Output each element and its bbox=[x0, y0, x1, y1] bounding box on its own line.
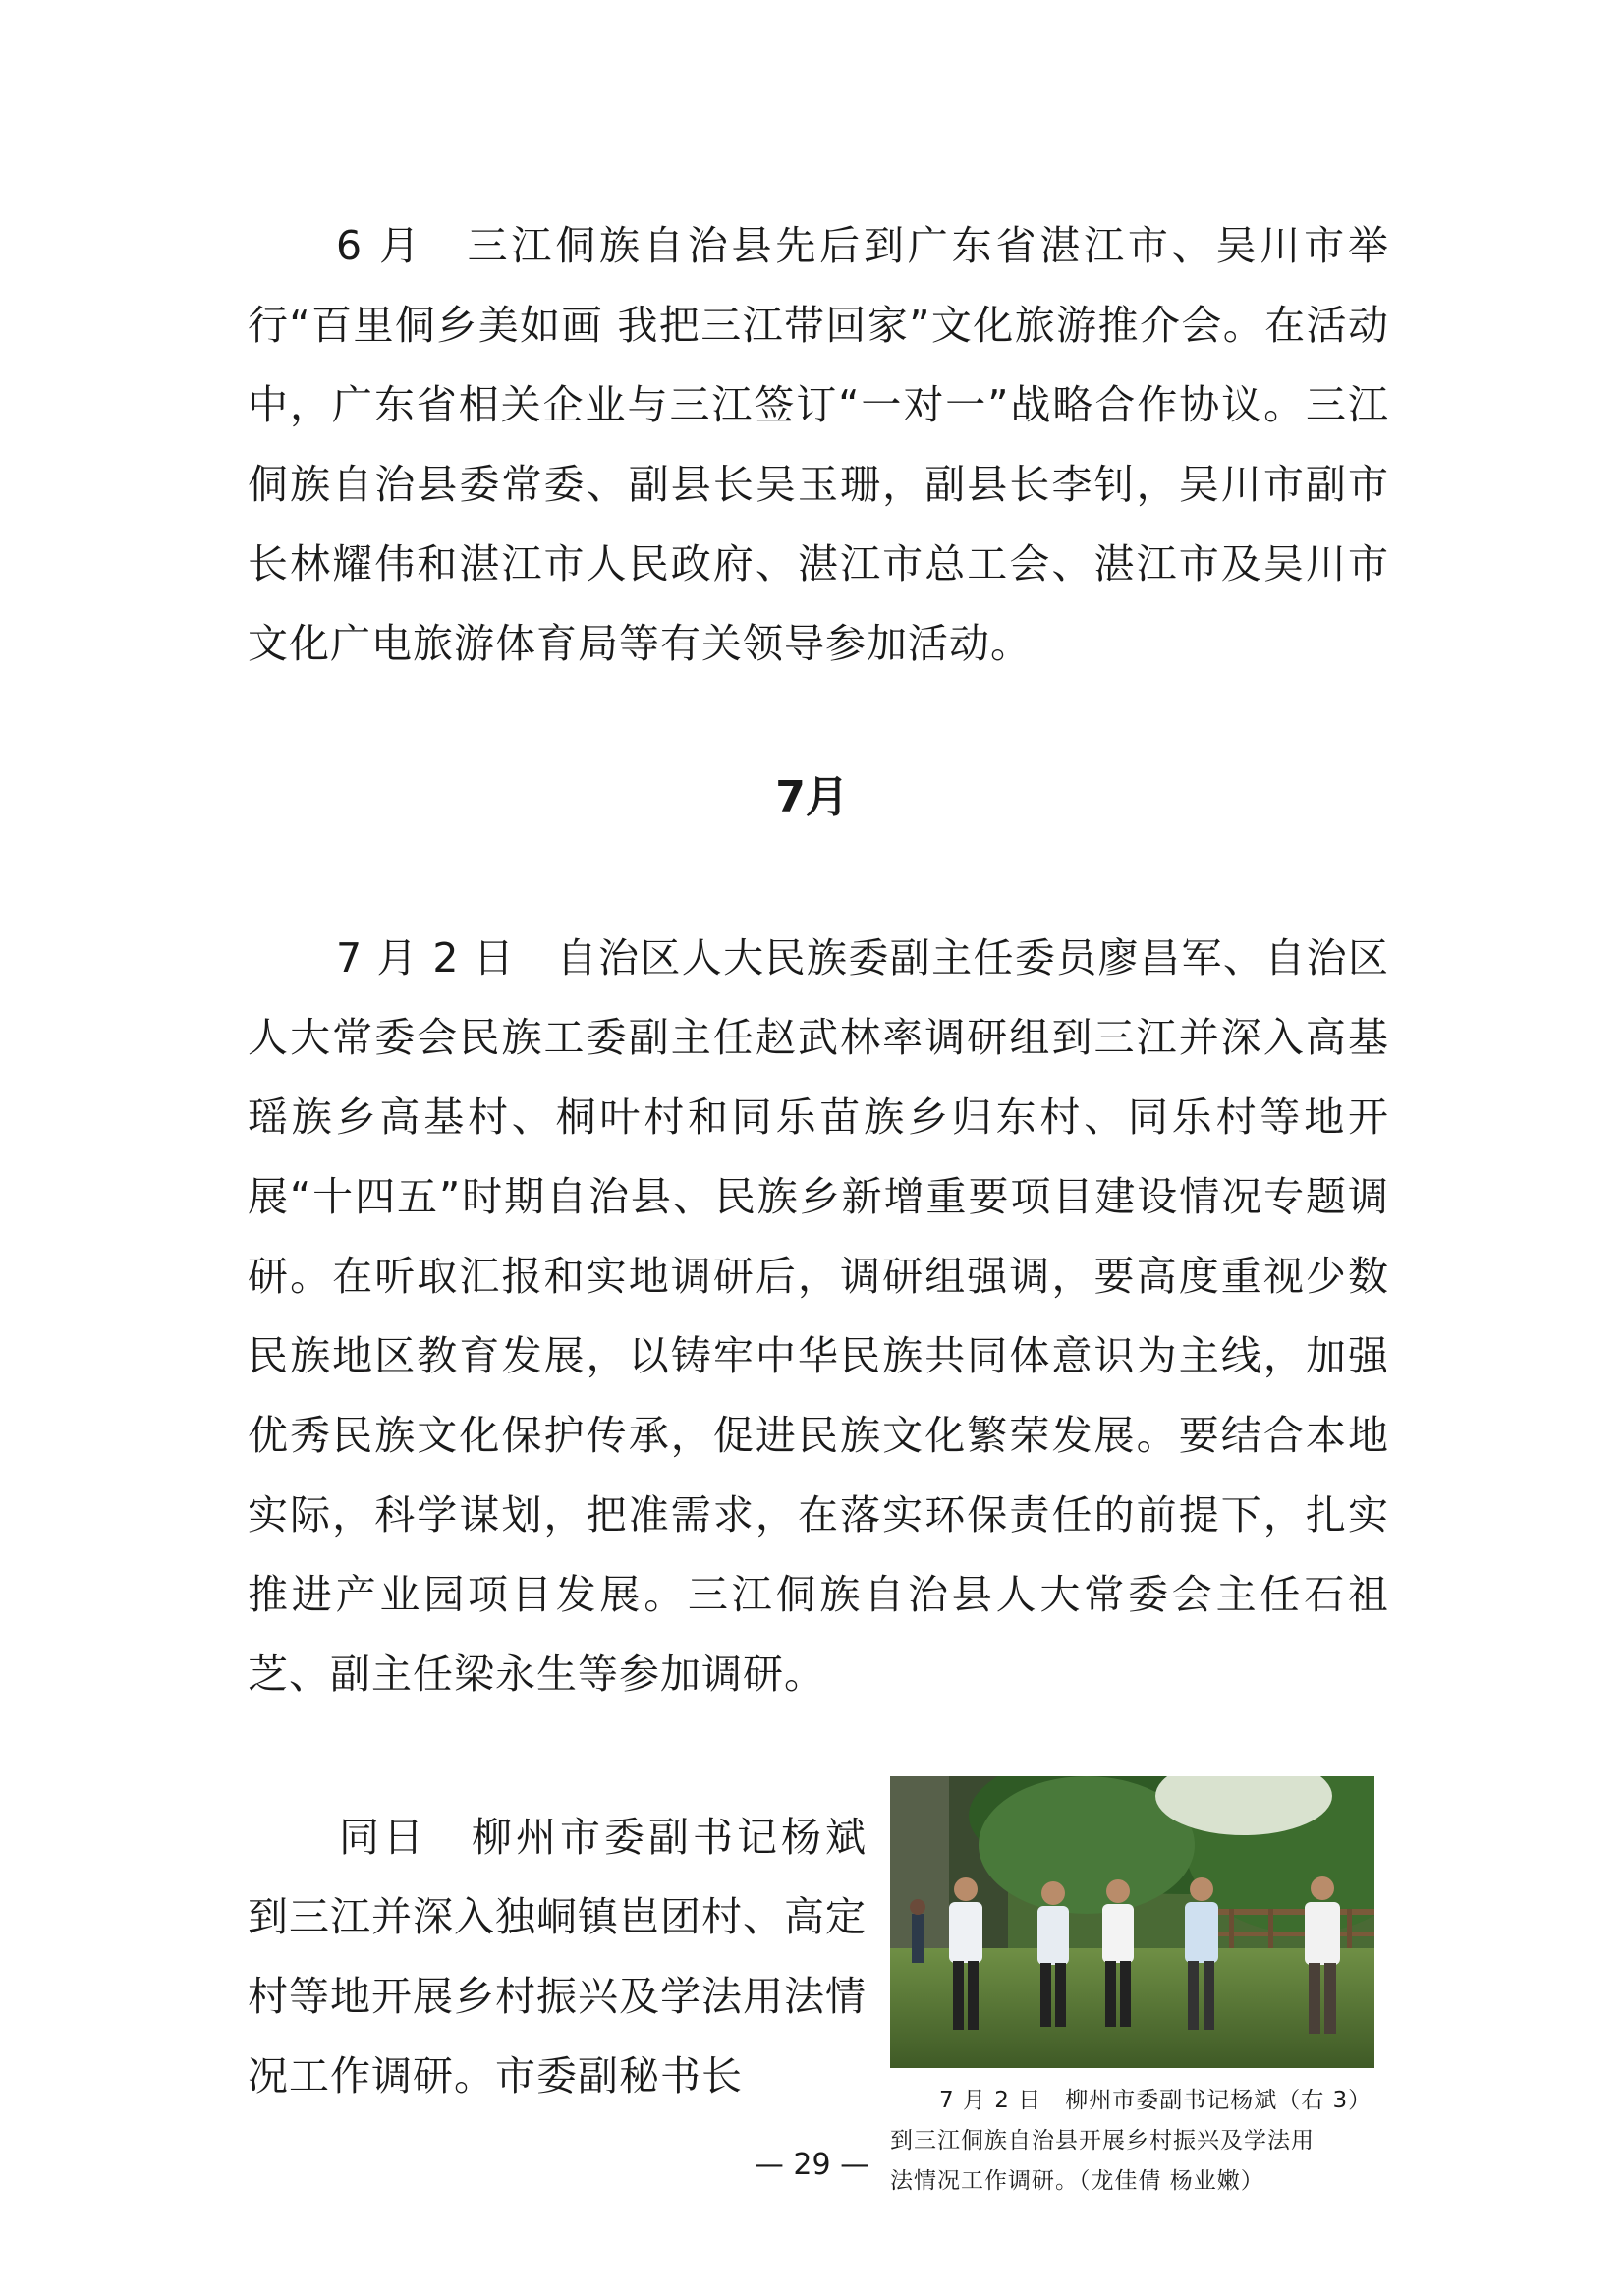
photo-caption bbox=[890, 2081, 1381, 2202]
news-photo bbox=[890, 1776, 1374, 2068]
section-heading: 7月 bbox=[775, 772, 849, 822]
entry-date: 7 月 2 日 bbox=[336, 934, 516, 981]
caption-line: 到三江侗族自治县开展乡村振兴及学法用 bbox=[890, 2128, 1315, 2154]
photo-illustration bbox=[890, 1776, 1374, 2068]
entry-date: 6 月 bbox=[336, 222, 423, 269]
entry-text: 三江侗族自治县先后到广东省湛江市、吴川市举行“百里侗乡美如画 我把三江带回家”文化旅游推介会。在活动中，广东省相关企业与三江签订“一对一”战略合作协议。三江侗族自治县委常委、副县长吴玉珊，副县长李钊，吴川市副市长林耀伟和湛江市人民政府、湛江市总工会、湛江市及吴川市文化广电旅游体育局等有关领导参加活动。 bbox=[248, 222, 1390, 667]
page-number: — 29 — bbox=[754, 2148, 870, 2182]
entry-date: 同日 bbox=[336, 1814, 427, 1861]
june-entry-paragraph bbox=[248, 206, 1389, 684]
caption-line: 法情况工作调研。（龙佳倩 杨业嫩） bbox=[890, 2168, 1264, 2194]
entry-text: 柳州市委副书记杨斌到三江并深入独峒镇岜团村、高定村等地开展乡村振兴及学法用法情况工作调研。市委副秘书长 bbox=[248, 1814, 867, 2100]
caption-line: 7 月 2 日 柳州市委副书记杨斌（右 3） bbox=[939, 2088, 1372, 2113]
entry-text: 自治区人大民族委副主任委员廖昌军、自治区人大常委会民族工委副主任赵武林率调研组到三江并深入高基瑶族乡高基村、桐叶村和同乐苗族乡归东村、同乐村等地开展“十四五”时期自治县、民族乡新增重要项目建设情况专题调研。在听取汇报和实地调研后，调研组强调，要高度重视少数民族地区教育发展，以铸牢中华民族共同体意识为主线，加强优秀民族文化保护传承，促进民族文化繁荣发展。要结合本地实际，科学谋划，把准需求，在落实环保责任的前提下，扎实推进产业园项目发展。三江侗族自治县人大常委会主任石祖芝、副主任梁永生等参加调研。 bbox=[248, 934, 1389, 1698]
july2-entry-paragraph bbox=[248, 919, 1389, 1714]
same-day-entry-paragraph bbox=[248, 1798, 867, 2116]
